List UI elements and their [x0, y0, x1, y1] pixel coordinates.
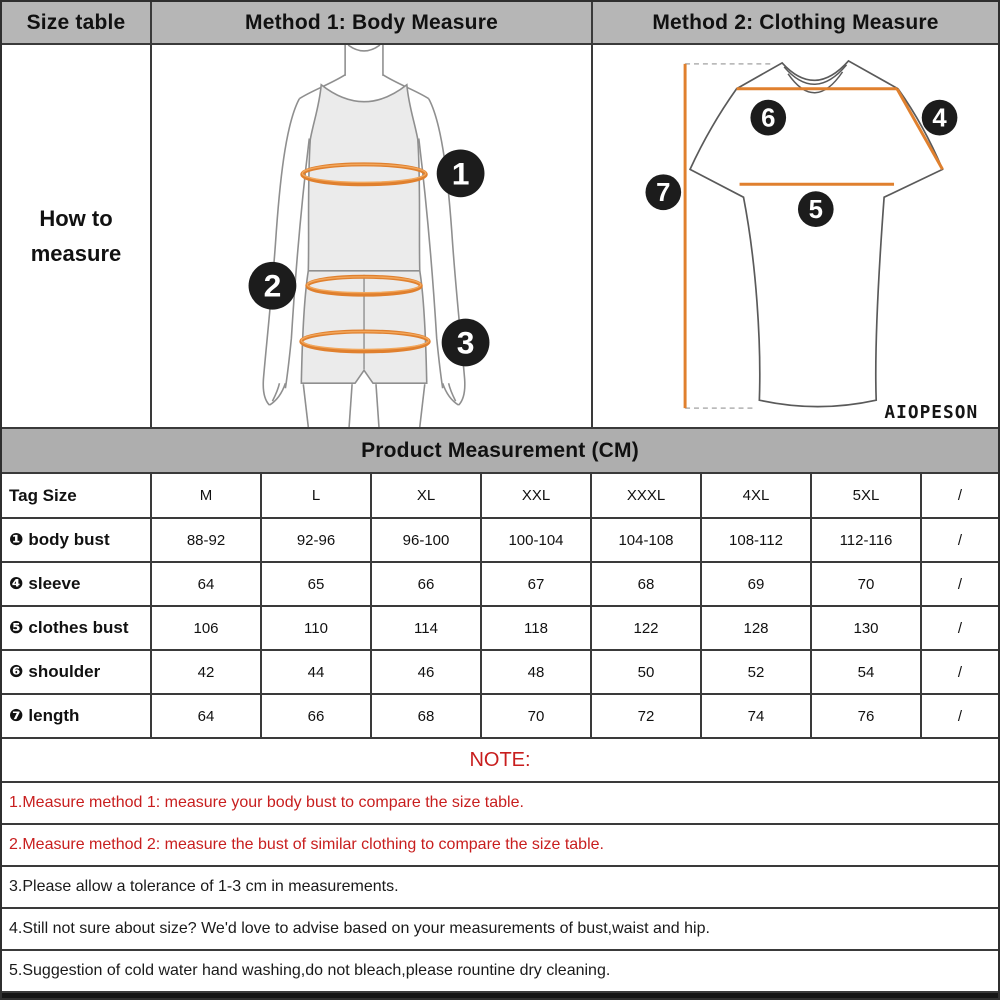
row-label-text: shoulder [28, 662, 101, 681]
marker-2-number: 2 [263, 267, 282, 304]
body-measure-cell [152, 45, 593, 427]
tank-top-shape [308, 85, 419, 275]
cell-value: 104-108 [592, 519, 702, 561]
table-row [2, 563, 998, 607]
cell-value: 66 [372, 563, 482, 605]
cell-value: 110 [262, 607, 372, 649]
measurement-title-row [2, 429, 998, 474]
cell-value: 70 [812, 563, 922, 605]
row-label-text: length [28, 706, 80, 725]
circled-7-icon: ❼ [9, 705, 24, 726]
cell-value: 64 [152, 695, 262, 737]
cell-value: 69 [702, 563, 812, 605]
row-label-sleeve [2, 563, 152, 605]
cell-value: / [957, 575, 963, 593]
cell-value: / [957, 531, 963, 549]
how-to-measure-line1: How to [39, 205, 113, 231]
row-label-length [2, 695, 152, 737]
cell-value: 130 [812, 607, 922, 649]
cell-value: / [957, 707, 963, 725]
circled-4-icon: ❹ [9, 573, 24, 594]
column-header-l: L [262, 474, 372, 517]
cell-value: 118 [482, 607, 592, 649]
cell-value: 108-112 [702, 519, 812, 561]
cell-value: 88-92 [152, 519, 262, 561]
cell-value: 42 [152, 651, 262, 693]
column-header-4xl: 4XL [702, 474, 812, 517]
column-header-xxxl: XXXL [592, 474, 702, 517]
circled-5-icon: ❺ [9, 617, 24, 638]
how-to-measure-label [2, 45, 152, 427]
cell-value: 50 [592, 651, 702, 693]
table-row [2, 695, 998, 739]
top-header-row [2, 2, 998, 45]
body-measure-illustration [152, 45, 591, 427]
cell-value: 68 [372, 695, 482, 737]
clothing-measure-illustration [594, 45, 997, 427]
note-text-2: 2.Measure method 2: measure the bust of similar clothing to compare the size table. [9, 836, 604, 853]
cell-value: 122 [592, 607, 702, 649]
how-to-measure-line2: measure [30, 241, 122, 266]
column-header-slash: / [957, 487, 963, 504]
marker-6-number: 6 [761, 104, 776, 133]
row-label-body-bust [2, 519, 152, 561]
cell-value: 52 [702, 651, 812, 693]
column-header-xxl: XXL [482, 474, 592, 517]
cell-value: / [957, 619, 963, 637]
cell-value: 106 [152, 607, 262, 649]
note-text-4: 4.Still not sure about size? We'd love to advise based on your measurements of bust,waist and hip. [9, 920, 710, 937]
cell-value: 66 [262, 695, 372, 737]
marker-3-number: 3 [456, 324, 475, 361]
cell-value: 72 [592, 695, 702, 737]
marker-1-number: 1 [451, 155, 470, 192]
cell-value: 114 [372, 607, 482, 649]
measurement-title: Product Measurement (CM) [2, 429, 998, 472]
cell-value: 64 [152, 563, 262, 605]
cell-value: 70 [482, 695, 592, 737]
cell-value: 44 [262, 651, 372, 693]
note-row-4 [2, 909, 998, 951]
column-header-m: M [152, 474, 262, 517]
row-label-text: sleeve [28, 574, 81, 593]
row-label-text: clothes bust [28, 618, 129, 637]
marker-4-number: 4 [932, 104, 947, 133]
note-text-1: 1.Measure method 1: measure your body bust to compare the size table. [9, 794, 524, 811]
table-row [2, 519, 998, 563]
cell-value: 48 [482, 651, 592, 693]
note-row-2 [2, 825, 998, 867]
bottom-black-bar [2, 993, 998, 998]
note-text-5: 5.Suggestion of cold water hand washing,do not bleach,please rountine dry cleaning. [9, 962, 611, 979]
size-table-heading: Size table [2, 2, 152, 43]
table-row [2, 651, 998, 695]
note-heading: NOTE: [469, 748, 531, 771]
cell-value: 74 [702, 695, 812, 737]
table-header-row [2, 474, 998, 519]
shorts-shape [301, 271, 426, 383]
column-header-5xl: 5XL [812, 474, 922, 517]
cell-value: 92-96 [262, 519, 372, 561]
table-row [2, 607, 998, 651]
note-row-1 [2, 783, 998, 825]
marker-5-number: 5 [808, 196, 823, 225]
cell-value: 54 [812, 651, 922, 693]
cell-value: 67 [482, 563, 592, 605]
row-label-text: body bust [28, 530, 110, 549]
note-row-3 [2, 867, 998, 909]
cell-value: 46 [372, 651, 482, 693]
cell-value: 100-104 [482, 519, 592, 561]
column-header-tag-size: Tag Size [2, 474, 152, 517]
row-label-shoulder [2, 651, 152, 693]
circled-1-icon: ❶ [9, 529, 24, 550]
clothing-measure-cell [593, 45, 998, 427]
row-label-clothes-bust [2, 607, 152, 649]
circled-6-icon: ❻ [9, 661, 24, 682]
cell-value: 68 [592, 563, 702, 605]
tshirt-shape [690, 61, 942, 407]
marker-7-number: 7 [656, 179, 671, 208]
cell-value: 112-116 [812, 519, 922, 561]
cell-value: / [957, 663, 963, 681]
cell-value: 96-100 [372, 519, 482, 561]
note-heading-row [2, 739, 998, 783]
note-text-3: 3.Please allow a tolerance of 1-3 cm in measurements. [9, 878, 399, 895]
cell-value: 128 [702, 607, 812, 649]
method2-heading: Method 2: Clothing Measure [593, 2, 998, 43]
illustration-row [2, 45, 998, 429]
column-header-xl: XL [372, 474, 482, 517]
method1-heading: Method 1: Body Measure [152, 2, 593, 43]
note-row-5 [2, 951, 998, 993]
cell-value: 76 [812, 695, 922, 737]
cell-value: 65 [262, 563, 372, 605]
brand-text: AIOPESON [884, 402, 979, 424]
